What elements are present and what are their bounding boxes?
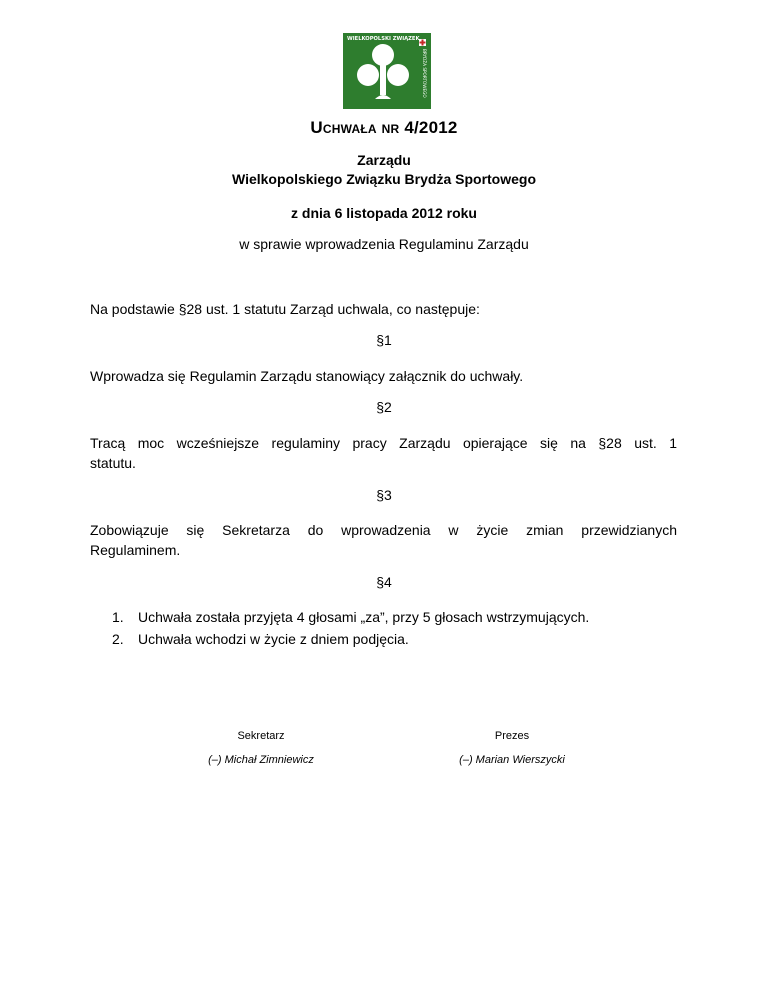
- signature-name-president: (–) Marian Wierszycki: [459, 754, 565, 766]
- list-item: [112, 606, 589, 628]
- section-text-2-line-2: statutu.: [90, 455, 136, 471]
- section-mark-3: §3: [376, 487, 392, 503]
- list-item-text: Uchwała wchodzi w życie z dniem podjęcia.: [138, 631, 409, 647]
- section-mark-4: §4: [376, 574, 392, 590]
- section-text-3-line-1: Zobowiązuje się Sekretarza do wprowadzenia w życie zmian przewidzianych: [90, 522, 677, 538]
- signature-role-secretary: Sekretarz: [237, 730, 285, 742]
- section-text-1: Wprowadza się Regulamin Zarządu stanowiący załącznik do uchwały.: [90, 368, 524, 384]
- signature-name-secretary: (–) Michał Zimniewicz: [208, 754, 314, 766]
- org-line-2: Wielkopolskiego Związku Brydża Sportowego: [231, 171, 537, 187]
- resolution-subject: w sprawie wprowadzenia Regulaminu Zarządu: [239, 236, 529, 252]
- signature-role-president: Prezes: [494, 730, 530, 742]
- section-mark-2: §2: [376, 399, 392, 415]
- list-item-text: Uchwała została przyjęta 4 głosami „za”, przy 5 głosach wstrzymujących.: [138, 609, 590, 625]
- logo-text-top: WIELKOPOLSKI ZWIĄZEK: [347, 36, 420, 42]
- org-line-1: Zarządu: [357, 152, 411, 168]
- section-text-3: [90, 520, 677, 560]
- list-item-number: 1.: [112, 609, 124, 625]
- logo-red-cross-icon: [419, 39, 426, 46]
- resolution-date: z dnia 6 listopada 2012 roku: [291, 205, 477, 221]
- section-mark-1: §1: [376, 332, 392, 348]
- section-text-3-line-2: Regulaminem.: [90, 542, 181, 558]
- list-item-number: 2.: [112, 631, 124, 647]
- section-text-2: [90, 433, 677, 473]
- legal-basis: Na podstawie §28 ust. 1 statutu Zarząd uchwala, co następuje:: [90, 301, 480, 317]
- title-prefix: Uchwała nr: [310, 118, 400, 137]
- list-item: [112, 628, 589, 650]
- resolution-title: [0, 118, 768, 138]
- title-number: 4/2012: [404, 118, 458, 137]
- numbered-list: [112, 606, 589, 650]
- section-text-2-line-1: Tracą moc wcześniejsze regulaminy pracy Zarządu opierające się na §28 ust. 1: [90, 435, 677, 451]
- logo-text-side: BRYDŻA SPORTOWEGO: [422, 49, 427, 98]
- club-logo: [343, 33, 431, 109]
